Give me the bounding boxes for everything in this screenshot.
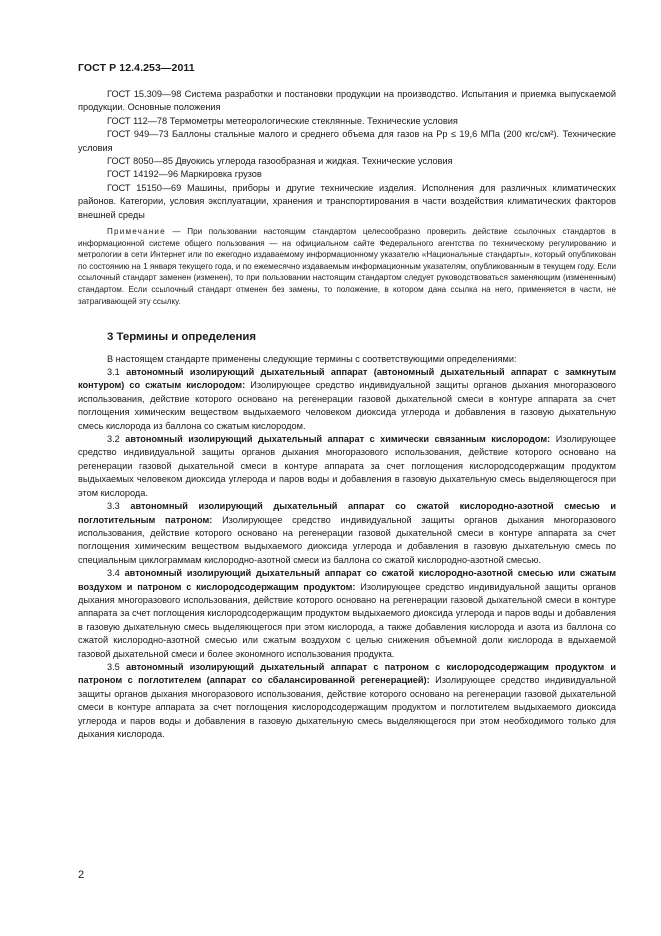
- term-number: 3.4: [107, 568, 125, 579]
- reference-item: ГОСТ 112—78 Термометры метеорологические стеклянные. Технические условия: [107, 115, 458, 126]
- reference-item: ГОСТ 14192—96 Маркировка грузов: [107, 169, 262, 180]
- intro-paragraph: В настоящем стандарте применены следующие термины с соответствующими определениями:: [107, 353, 517, 364]
- term-name: автономный изолирующий дыхательный аппарат со сжатой кислородно-азотной смесью и поглотительным патроном:: [78, 501, 616, 525]
- term-number: 3.1: [107, 367, 127, 378]
- term-name: автономный изолирующий дыхательный аппарат со сжатой кислородно-азотной смесью или сжатым воздухом и патроном с кислородсодержащим продуктом:: [78, 568, 616, 592]
- term-number: 3.5: [107, 661, 126, 672]
- term-text: Изолирующее средство индивидуальной защиты органов дыхания многоразового использования, действие которого основано на регенерации газовой дыхательной смеси в контуре аппарата за счет поглощения кислородсодержащим продуктом и поглотителем выдыхаемого диоксида углерода и паров воды и добавления в газовую дыхательную смесь выделяющегося при этом необходимого только для дыхания кислорода.: [78, 675, 616, 739]
- term-text: Изолирующее средство индивидуальной защиты органов дыхания многоразового использования, действие которого основано на регенерации газовой дыхательной смеси в контуре аппарата за счет поглощения химическим веществом выдыхаемого диоксида углерода и добавления в газовую дыхательную смесь по специальным циклограммам кислородно-азотной смеси из баллона со сжатой кислородно-азотной смесью.: [78, 514, 617, 565]
- term-text: Изолирующее средство индивидуальной защиты органов дыхания многоразового использования, действие которого основано на регенерации газовой дыхательной смеси в контуре аппарата за счет поглощения химическим веществом выдыхаемого человеком диоксида углерода и добавления в газовую дыхательную смесь кислорода из баллона со сжатым кислородом.: [78, 380, 616, 431]
- reference-item: ГОСТ 15.309—98 Система разработки и постановки продукции на производство. Испытания и приемка выпускаемой продукции. Основные положения: [78, 89, 616, 113]
- term-definition: [78, 433, 616, 500]
- term-number: 3.3: [107, 501, 131, 512]
- term-text: Изолирующее средство индивидуальной защиты органов дыхания многоразового использования, действие которого основано на регенерации газовой дыхательной смеси в контуре аппарата за счет поглощения кислородсодержащим продуктом выдыхаемых человеком диоксида углерода и паров воды и добавления в газовую дыхательную смесь выделяющегося при этом кислорода.: [78, 434, 617, 498]
- note-text: — При пользовании настоящим стандартом целесообразно проверить действие ссылочных стандартов в информационной системе общего пользования — на официальном сайте Федерального агентства по техническому регулированию и метрологии в сети Интернет или по ежегодно издаваемому информационному указателю «Национальные стандарты», который опубликован по состоянию на 1 января текущего года, и по ежемесячно издаваемым информационным указателям, опубликованным в текущем году. Если ссылочный стандарт заменен (изменен), то при пользовании настоящим стандартом следует руководствоваться заменяющим (измененным) стандартом. Если ссылочный стандарт отменен без замены, то положение, в котором дана ссылка на него, применяется в части, не затрагивающей эту ссылку.: [78, 227, 616, 306]
- reference-item: ГОСТ 15150—69 Машины, приборы и другие технические изделия. Исполнения для различных климатических районов. Категории, условия эксплуатации, хранения и транспортирования в части воздействия климатических факторов внешней среды: [78, 182, 616, 220]
- term-number: 3.2: [107, 434, 126, 445]
- term-name: автономный изолирующий дыхательный аппарат (автономный дыхательный аппарат с замкнутым контуром) со сжатым кислородом:: [78, 367, 616, 391]
- term-definition: [78, 661, 616, 741]
- reference-item: ГОСТ 8050—85 Двуокись углерода газообразная и жидкая. Технические условия: [107, 156, 453, 167]
- term-name: автономный изолирующий дыхательный аппарат с патроном с кислородсодержащим продуктом и патроном с поглотителем (аппарат со сбалансированной регенерацией):: [78, 661, 616, 686]
- page-content: [78, 88, 616, 741]
- page-number: 2: [78, 869, 85, 881]
- term-text: Изолирующее средство индивидуальной защиты органов дыхания многоразового использования, действие которого основано на регенерации газовой дыхательной смеси в контуре аппарата за счет поглощения кислородсодержащим продуктом выдыхаемого диоксида углерода и паров воды и добавления в газовую дыхательную смесь выделяющегося при этом кислорода, а также добавления кислорода и азота из баллона со сжатой кислородно-азотной смесью или сжатым воздухом с целью снижения объемной доли кислорода в вдыхаемой газовой дыхательной смеси и более экономного использования продукта.: [78, 581, 616, 659]
- term-definition: [78, 500, 616, 567]
- term-definition: [78, 567, 616, 661]
- reference-item: ГОСТ 949—73 Баллоны стальные малого и среднего объема для газов на Pp ≤ 19,6 МПа (200 кгс/см²). Технические условия: [78, 129, 616, 153]
- section-title: 3 Термины и определения: [107, 331, 257, 344]
- note-label: Примечание: [107, 227, 166, 237]
- document-header: ГОСТ Р 12.4.253—2011: [78, 62, 195, 74]
- term-name: автономный изолирующий дыхательный аппарат с химически связанным кислородом:: [125, 434, 551, 445]
- note-paragraph: [78, 226, 616, 307]
- term-definition: [78, 366, 616, 433]
